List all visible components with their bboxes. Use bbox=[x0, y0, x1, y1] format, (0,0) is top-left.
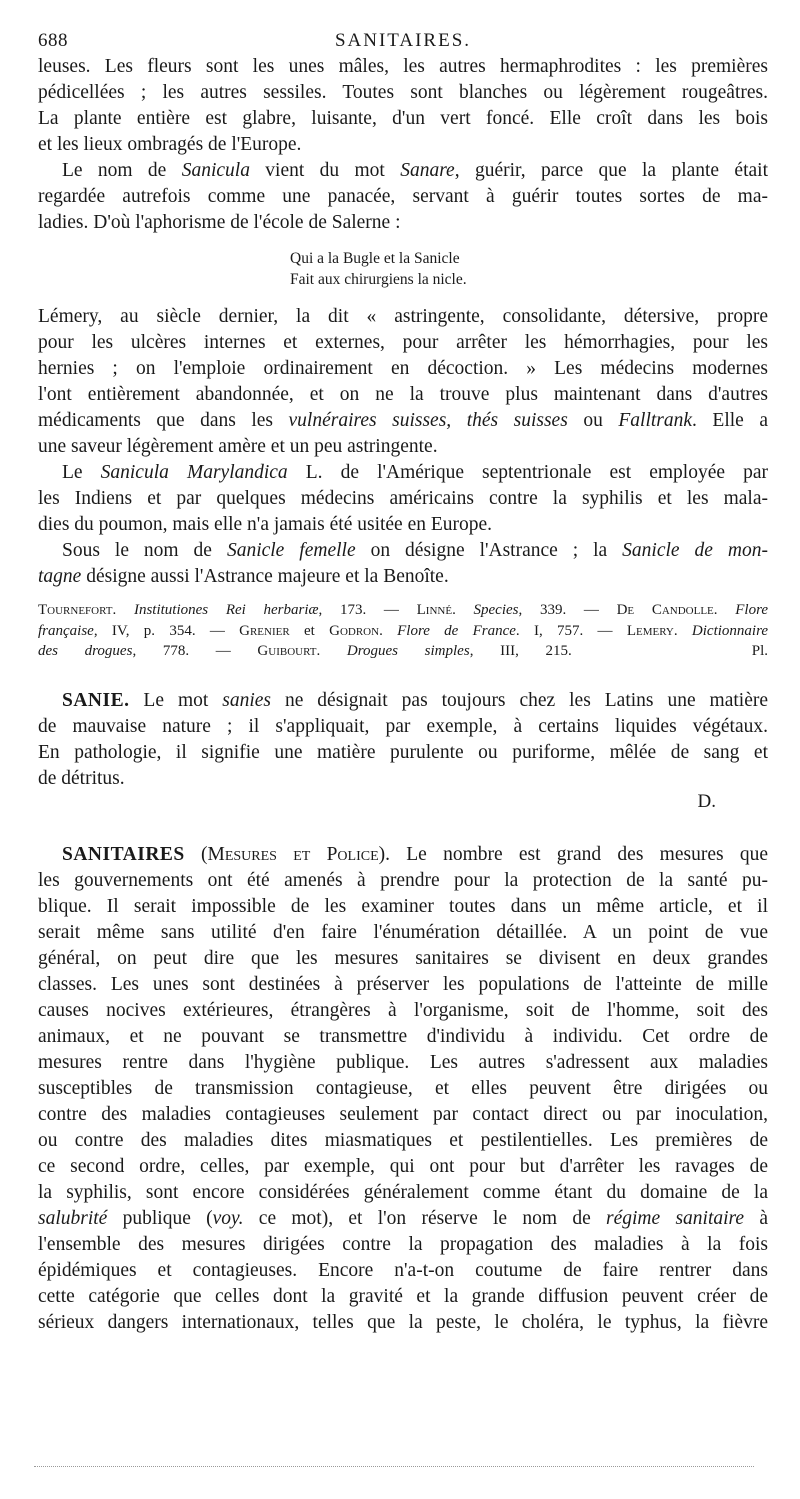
text-run: , 778. — bbox=[132, 643, 258, 659]
text-line: pédicellées ; les autres sessiles. Toutes sont blanches ou légèrement rougeâtres. bbox=[38, 82, 768, 103]
text-line: sérieux dangers internationaux, telles que la peste, le choléra, le typhus, la fièvre bbox=[38, 1311, 768, 1333]
text-line: général, on peut dire que les mesures sanitaires se divisent en deux grandes bbox=[38, 947, 768, 969]
italic-run: voy. bbox=[212, 1207, 244, 1229]
work-title: Species bbox=[473, 602, 519, 618]
text-line: Lémery, au siècle dernier, la dit « astringente, consolidante, détersive, propre bbox=[38, 306, 768, 327]
work-title: Flore bbox=[735, 602, 769, 618]
text-line bbox=[38, 158, 768, 184]
text-run: . bbox=[452, 602, 474, 618]
italic-run: sanies bbox=[222, 689, 271, 711]
text-run: . bbox=[713, 602, 736, 618]
text-line: animaux, et ne pouvant se transmettre d'individu à individu. Cet ordre de bbox=[38, 1025, 768, 1047]
text-line: cette catégorie que celles dont la gravité et la grande diffusion peuvent créer de bbox=[38, 1285, 768, 1307]
text-line: En pathologie, il signifie une matière purulente ou puriforme, mêlée de sang et bbox=[38, 741, 768, 763]
entry-sanitaires bbox=[38, 842, 768, 1336]
marylandica-paragraph bbox=[38, 460, 768, 538]
text-line: La plante entière est glabre, luisante, d'un vert foncé. Elle croît dans les bois bbox=[38, 108, 768, 129]
text-run: . bbox=[673, 622, 692, 639]
text-line bbox=[38, 842, 768, 868]
text-run: Le bbox=[62, 462, 101, 483]
text-run: Sous le nom de bbox=[62, 540, 227, 561]
text-line: serait même sans utilité d'en faire l'énumération détaillée. A un point de vue bbox=[38, 921, 768, 943]
text-line: ladies. D'où l'aphorisme de l'école de Salerne : bbox=[38, 212, 401, 233]
author-signature: D. bbox=[697, 790, 716, 812]
text-run: , 173. — bbox=[318, 602, 417, 618]
italic-run: Falltrank bbox=[618, 410, 693, 431]
text-line: contre des maladies contagieuses seulement par contact direct ou par inoculation, bbox=[38, 1103, 768, 1125]
etymology-paragraph bbox=[38, 158, 768, 236]
text-line: l'ensemble des mesures dirigées contre la propagation des maladies à la fois bbox=[38, 1233, 768, 1255]
text-line: causes nocives extérieures, étrangères à l'organisme, soit de l'homme, soit des bbox=[38, 999, 768, 1021]
entry-subtitle: (Mesures et Police). bbox=[184, 843, 390, 865]
text-run: . bbox=[316, 643, 347, 659]
italic-run: salubrité bbox=[38, 1207, 108, 1229]
reference-line bbox=[38, 600, 768, 621]
text-run: , III, 215. bbox=[469, 643, 572, 659]
text-line: regardée autrefois comme une panacée, servant à guérir toutes sortes de ma- bbox=[38, 186, 768, 207]
text-line: susceptibles de transmission contagieuse, et elles peuvent être dirigées ou bbox=[38, 1077, 768, 1099]
page-header bbox=[38, 30, 768, 54]
italic-run: tagne bbox=[38, 566, 82, 587]
text-run: . I, 757. — bbox=[515, 622, 627, 639]
author-name: Lemery bbox=[626, 622, 674, 639]
entry-headword: SANITAIRES bbox=[62, 843, 185, 865]
text-run: et bbox=[289, 622, 330, 639]
reference-line bbox=[38, 621, 768, 642]
work-title: des drogues bbox=[38, 643, 133, 659]
text-line: la syphilis, sont encore considérées généralement comme étant du domaine de la bbox=[38, 1181, 768, 1203]
text-run: ne désignait pas toujours chez les Latins une matière bbox=[271, 689, 769, 711]
verse-line: Fait aux chirurgiens la nicle. bbox=[290, 271, 467, 288]
text-run: , IV, p. 354. — bbox=[93, 622, 240, 639]
text-run: , 339. — bbox=[518, 602, 617, 618]
text-line bbox=[38, 538, 768, 564]
text-line: dies du poumon, mais elle n'a jamais été usitée en Europe. bbox=[38, 514, 493, 535]
text-line: épidémiques et contagieuses. Encore n'a-t-on coutume de faire rentrer dans bbox=[38, 1259, 768, 1281]
author-name: Guibourt bbox=[257, 643, 317, 659]
text-line bbox=[38, 564, 768, 590]
sanicle-femelle-paragraph bbox=[38, 538, 768, 590]
text-line: pour les ulcères internes et externes, pour arrêter les hémorrhagies, pour les bbox=[38, 332, 768, 353]
work-title: française bbox=[38, 622, 94, 639]
text-line: de détritus. bbox=[38, 767, 125, 789]
author-name: Godron bbox=[329, 622, 380, 639]
text-line: ce second ordre, celles, par exemple, qui ont pour but d'arrêter les ravages de bbox=[38, 1155, 768, 1177]
work-title: Institutiones Rei herbariæ bbox=[133, 602, 319, 618]
lemery-paragraph bbox=[38, 304, 768, 460]
text-run: , guérir, parce que la plante était bbox=[454, 160, 768, 181]
italic-run: Sanicula bbox=[181, 160, 250, 181]
italic-run: vulnéraires suisses, thés suisses bbox=[288, 410, 568, 431]
document-page bbox=[38, 30, 768, 1336]
author-name: De Candolle bbox=[616, 602, 714, 618]
text-line bbox=[38, 688, 768, 714]
text-line: leuses. Les fleurs sont les unes mâles, les autres hermaphrodites : les premières bbox=[38, 56, 768, 77]
text-line: une saveur légèrement amère et un peu astringente. bbox=[38, 436, 438, 457]
text-run: désigne aussi l'Astrance majeure et la Benoîte. bbox=[81, 566, 449, 587]
text-run: . bbox=[112, 602, 134, 618]
text-run: ce mot), et l'on réserve le nom de bbox=[243, 1207, 607, 1229]
text-line: les gouvernements ont été amenés à prendre pour la protection de la santé pu- bbox=[38, 869, 768, 891]
text-line: l'ont entièrement abandonnée, et on ne la trouve plus maintenant dans d'autres bbox=[38, 384, 768, 405]
author-name: Tournefort bbox=[38, 602, 113, 618]
text-line: blique. Il serait impossible de les examiner toutes dans un même article, et il bbox=[38, 895, 768, 917]
work-title: Flore de France bbox=[397, 622, 516, 639]
work-title: Drogues simples bbox=[346, 643, 470, 659]
italic-run: Sanicle de mon- bbox=[622, 540, 768, 561]
italic-run: Sanare bbox=[400, 160, 455, 181]
text-line: ou contre des maladies dites miasmatiques et pestilentielles. Les premières de bbox=[38, 1129, 768, 1151]
text-line: classes. Les unes sont destinées à préserver les populations de l'atteinte de mille bbox=[38, 973, 768, 995]
italic-run: régime sanitaire bbox=[606, 1207, 745, 1229]
italic-run: Sanicle femelle bbox=[226, 540, 356, 561]
author-name: Linné bbox=[416, 602, 453, 618]
page-number: 688 bbox=[38, 30, 68, 51]
work-title: Dictionnaire bbox=[691, 622, 769, 639]
text-line: mesures rentre dans l'hygiène publique. Les autres s'adressent aux maladies bbox=[38, 1051, 768, 1073]
text-run: médicaments que dans les bbox=[38, 410, 289, 431]
text-run: Le nom de bbox=[62, 160, 182, 181]
italic-run: Sanicula Marylandica bbox=[100, 462, 288, 483]
author-signature: Pl. bbox=[751, 643, 769, 659]
text-run: publique ( bbox=[107, 1207, 213, 1229]
text-line bbox=[38, 408, 768, 434]
text-line: de mauvaise nature ; il s'appliquait, par exemple, à certains liquides végétaux. bbox=[38, 715, 768, 737]
text-run: L. de l'Amérique septentrionale est employée par bbox=[287, 462, 769, 483]
running-title: SANITAIRES. bbox=[334, 30, 472, 51]
text-run: Le mot bbox=[129, 689, 223, 711]
verse-line: Qui a la Bugle et la Sanicle bbox=[290, 250, 460, 267]
text-run: à bbox=[744, 1207, 769, 1229]
verse-quotation bbox=[290, 248, 768, 290]
text-run: . bbox=[379, 622, 398, 639]
text-line: et les lieux ombragés de l'Europe. bbox=[38, 134, 302, 155]
text-line bbox=[38, 1206, 768, 1232]
text-line: hernies ; on l'emploie ordinairement en décoction. » Les médecins modernes bbox=[38, 358, 768, 379]
reference-line bbox=[38, 641, 768, 662]
text-run: ou bbox=[567, 410, 619, 431]
entry-sanie bbox=[38, 688, 768, 812]
text-run: vient du mot bbox=[249, 160, 401, 181]
text-line bbox=[38, 460, 768, 486]
text-run: on désigne l'Astrance ; la bbox=[355, 540, 623, 561]
bibliography-references bbox=[38, 600, 768, 662]
sanicle-description-paragraph bbox=[38, 54, 768, 158]
entry-headword: SANIE. bbox=[62, 689, 130, 711]
text-run: Le nombre est grand des mesures que bbox=[390, 843, 768, 865]
author-name: Grenier bbox=[239, 622, 290, 639]
footer-rule bbox=[34, 1466, 754, 1467]
text-line: les Indiens et par quelques médecins américains contre la syphilis et les mala- bbox=[38, 488, 768, 509]
text-run: . Elle a bbox=[692, 410, 769, 431]
